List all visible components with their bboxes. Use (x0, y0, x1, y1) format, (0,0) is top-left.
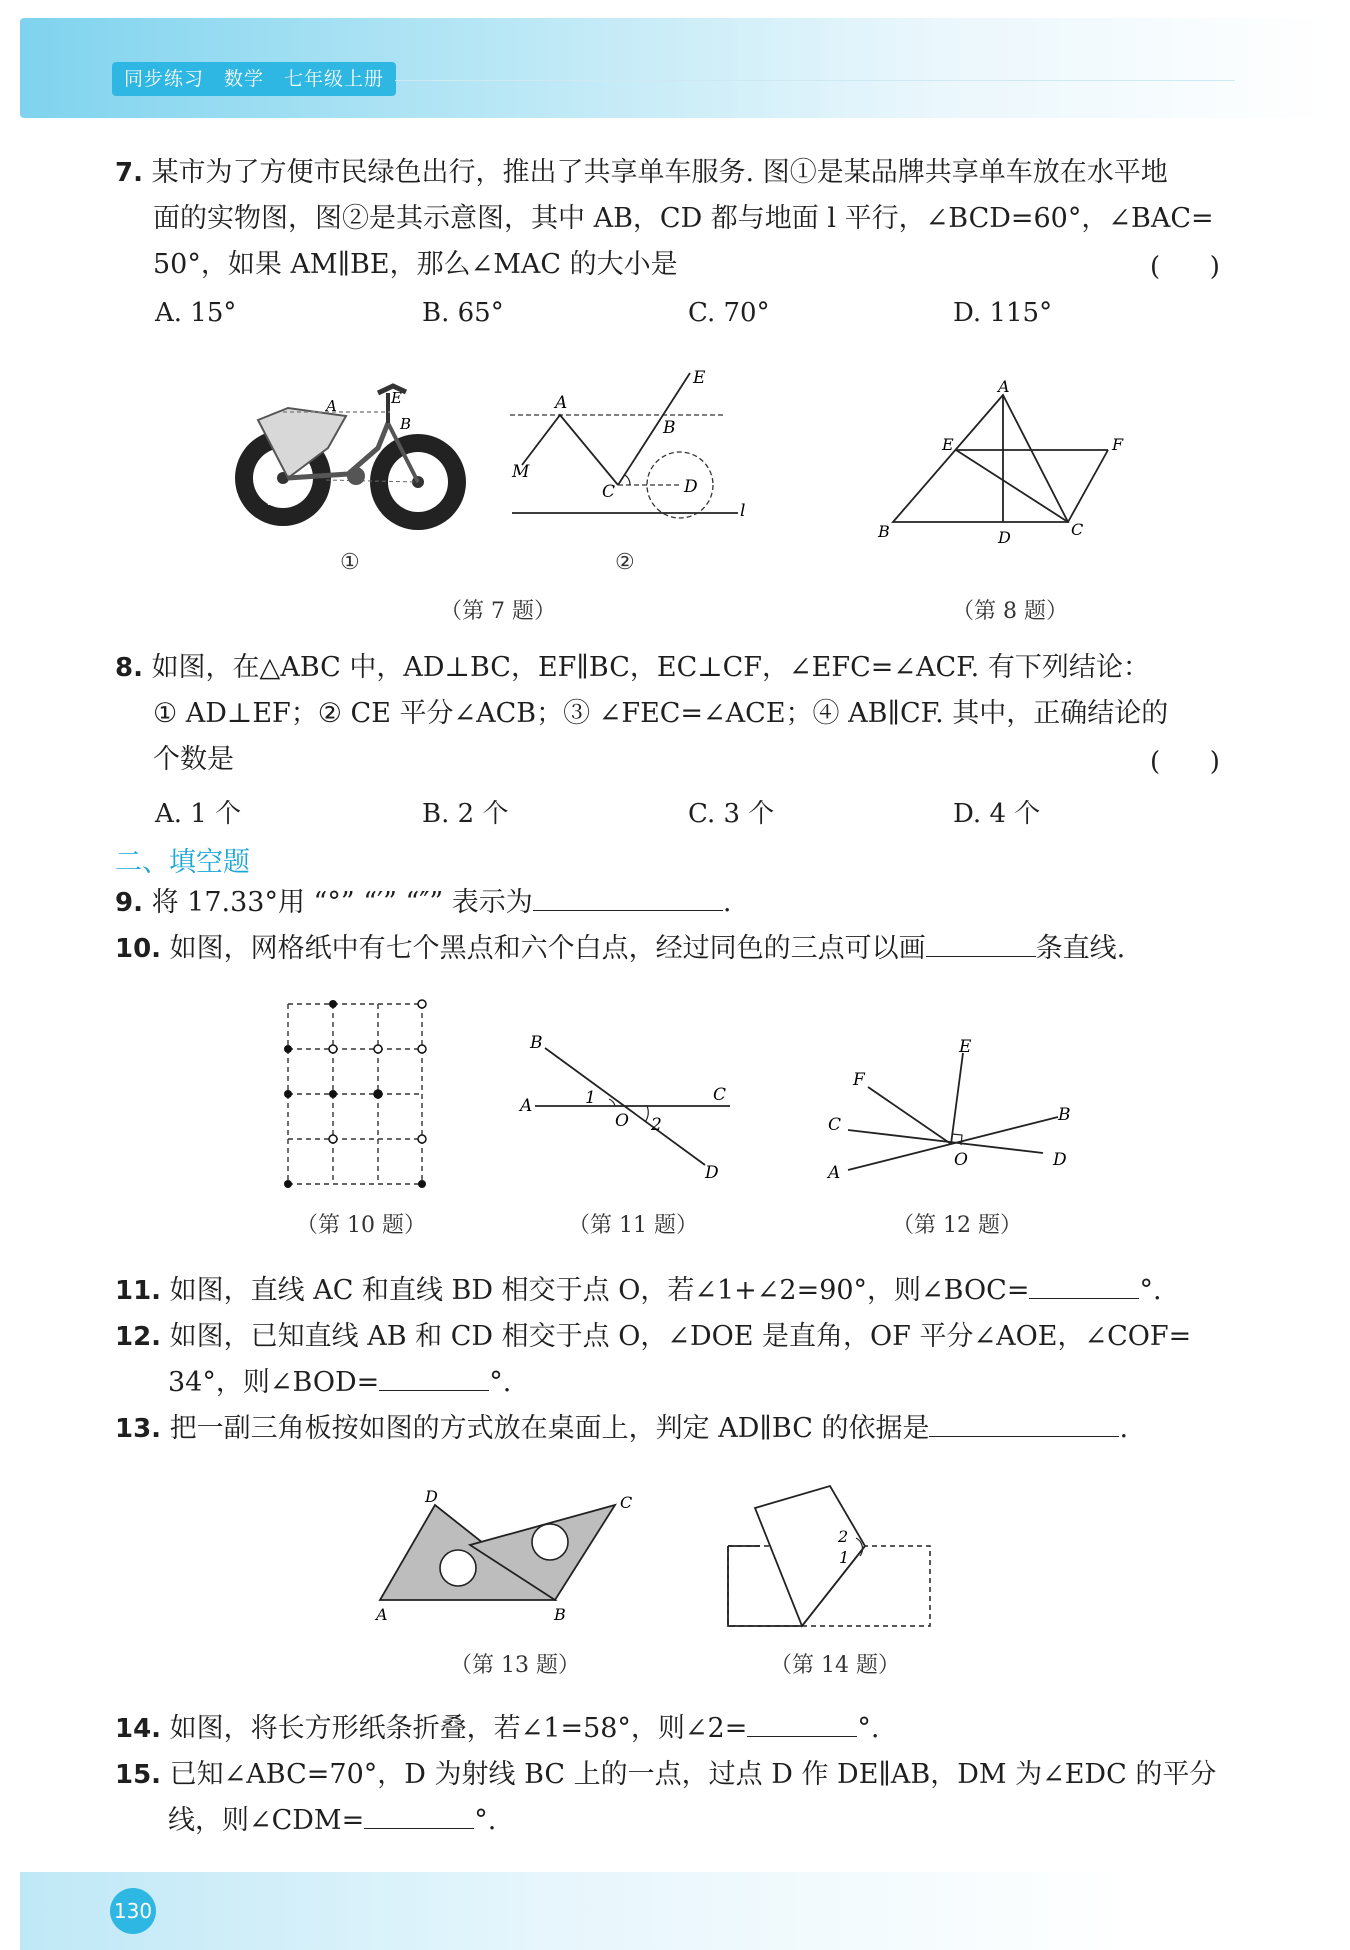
label-c: C (354, 501, 366, 519)
question-8-line-3: 个数是 (153, 744, 234, 775)
page-number: 130 (110, 1888, 156, 1934)
answer-blank[interactable] (533, 880, 723, 911)
caption-q12: （第 12 题） (892, 1213, 1022, 1238)
label-m: M (512, 462, 530, 482)
question-number: 11. (115, 1276, 162, 1306)
label-b: B (400, 415, 412, 433)
answer-blank[interactable] (929, 1406, 1119, 1437)
label-d: D (998, 528, 1011, 547)
question-number: 10. (115, 934, 162, 964)
question-text: 如图，网格纸中有七个黑点和六个白点，经过同色的三点可以画 (169, 933, 926, 964)
question-number: 8. (115, 653, 143, 683)
answer-blank[interactable] (747, 1706, 857, 1737)
label-d: D (705, 1163, 719, 1183)
bicycle-figure (228, 378, 473, 538)
label-b: B (663, 418, 676, 438)
question-text: 把一副三角板按如图的方式放在桌面上，判定 AD∥BC 的依据是 (169, 1413, 930, 1444)
label-m: M (268, 491, 284, 509)
question-15-line-1 (115, 1752, 1216, 1798)
figure-label-2: ② (615, 550, 635, 575)
label-b: B (1058, 1105, 1071, 1125)
figure-label-1: ① (340, 550, 360, 575)
answer-blank[interactable] (364, 1798, 474, 1829)
label-f: F (853, 1070, 865, 1090)
angle-2-label: 2 (651, 1115, 662, 1135)
question-number: 13. (115, 1414, 162, 1444)
label-c: C (602, 482, 616, 502)
question-13: 13. 把一副三角板按如图的方式放在桌面上，判定 AD∥BC 的依据是 . (115, 1406, 1128, 1452)
option-d: D. 115° (953, 298, 1053, 328)
label-f: F (1112, 435, 1124, 454)
header-divider (395, 80, 1235, 81)
caption-q13: （第 13 题） (450, 1653, 580, 1678)
section-title-fill-in: 二、填空题 (115, 847, 250, 878)
question-text: 某市为了方便市民绿色出行，推出了共享单车服务. 图①是某品牌共享单车放在水平地 (151, 157, 1168, 188)
label-c: C (620, 1493, 633, 1512)
bike-schematic-figure (500, 365, 760, 535)
label-e: E (693, 368, 706, 388)
answer-paren: ( ) (1150, 252, 1220, 282)
dot-grid-figure (270, 990, 440, 1190)
caption-q11: （第 11 题） (568, 1213, 698, 1238)
question-7-line-3: 50°，如果 AM∥BE，那么∠MAC 的大小是 (153, 249, 678, 280)
caption-q8: （第 8 题） (952, 599, 1068, 624)
question-number: 15. (115, 1760, 162, 1790)
question-7-line-1 (115, 150, 1168, 196)
question-number: 12. (115, 1322, 162, 1352)
question-text: 如图，将长方形纸条折叠，若∠1=58°，则∠2= (169, 1713, 748, 1744)
question-number: 7. (115, 158, 143, 188)
caption-q10: （第 10 题） (296, 1213, 426, 1238)
label-c: C (828, 1115, 842, 1135)
label-c: C (713, 1085, 727, 1105)
footer-band (20, 1872, 1330, 1950)
question-15-line-2: 线，则∠CDM= °. (168, 1798, 496, 1844)
folded-strip-figure (720, 1478, 940, 1638)
label-b: B (530, 1033, 543, 1053)
intersecting-lines-q12 (818, 1035, 1078, 1195)
question-text: 如图，在△ABC 中，AD⊥BC，EF∥BC，EC⊥CF，∠EFC=∠ACF. 有下列结论： (151, 652, 1150, 683)
label-d: D (684, 477, 698, 497)
caption-q7: （第 7 题） (440, 599, 556, 624)
question-14: 14. 如图，将长方形纸条折叠，若∠1=58°，则∠2= °. (115, 1706, 879, 1752)
option-b: B. 2 个 (422, 799, 509, 829)
label-e: E (942, 435, 954, 454)
answer-blank[interactable] (926, 926, 1036, 957)
label-o: O (615, 1111, 629, 1131)
label-a: A (555, 393, 568, 413)
option-a: A. 15° (155, 298, 237, 328)
label-a: A (326, 397, 337, 415)
label-o: O (954, 1150, 968, 1170)
set-squares-figure (370, 1490, 650, 1630)
label-a: A (828, 1163, 841, 1183)
label-d: D (426, 488, 439, 506)
label-a: A (376, 1605, 388, 1624)
angle-2-label: 2 (838, 1527, 849, 1546)
intersecting-lines-q11 (515, 1030, 745, 1190)
question-9: 9. 将 17.33°用 “°” “′” “″” 表示为 . (115, 880, 731, 926)
answer-blank[interactable] (1029, 1268, 1139, 1299)
question-number: 9. (115, 888, 143, 918)
caption-q14: （第 14 题） (770, 1653, 900, 1678)
label-e: E (959, 1037, 972, 1057)
option-d: D. 4 个 (953, 799, 1041, 829)
angle-1-label: 1 (839, 1548, 850, 1567)
label-c: C (1071, 520, 1084, 539)
question-text: 如图，直线 AC 和直线 BD 相交于点 O，若∠1+∠2=90°，则∠BOC= (169, 1275, 1030, 1306)
question-10: 10. 如图，网格纸中有七个黑点和六个白点，经过同色的三点可以画 条直线. (115, 926, 1125, 972)
option-b: B. 65° (422, 298, 504, 328)
label-a: A (998, 380, 1010, 396)
answer-paren: ( ) (1150, 747, 1220, 777)
label-d: D (1053, 1150, 1067, 1170)
question-7-line-2: 面的实物图，图②是其示意图，其中 AB，CD 都与地面 l 平行，∠BCD=60°，∠BAC= (153, 203, 1214, 234)
label-b: B (554, 1605, 566, 1624)
label-b: B (878, 522, 890, 541)
question-text: 将 17.33°用 “°” “′” “″” 表示为 (151, 887, 533, 918)
question-number: 14. (115, 1714, 162, 1744)
option-c: C. 70° (688, 298, 770, 328)
question-text: 如图，已知直线 AB 和 CD 相交于点 O，∠DOE 是直角，OF 平分∠AOE，∠COF= (169, 1321, 1192, 1352)
option-c: C. 3 个 (688, 799, 775, 829)
question-12-line-2: 34°，则∠BOD= °. (168, 1360, 511, 1406)
header-title: 同步练习 数学 七年级上册 (112, 62, 396, 96)
question-11: 11. 如图，直线 AC 和直线 BD 相交于点 O，若∠1+∠2=90°，则∠BOC= °. (115, 1268, 1162, 1314)
question-8-line-2: ① AD⊥EF；② CE 平分∠ACB；③ ∠FEC=∠ACE；④ AB∥CF. 其中，正确结论的 (153, 698, 1169, 729)
answer-blank[interactable] (379, 1360, 489, 1391)
angle-1-label: 1 (585, 1088, 596, 1108)
label-a: A (520, 1096, 533, 1116)
triangle-figure-q8 (868, 380, 1128, 550)
question-12-line-1 (115, 1314, 1191, 1360)
question-8-line-1 (115, 645, 1150, 691)
label-d: D (425, 1490, 438, 1506)
label-l: l (740, 501, 746, 521)
question-text: 已知∠ABC=70°，D 为射线 BC 上的一点，过点 D 作 DE∥AB，DM 为∠EDC 的平分 (169, 1759, 1217, 1790)
option-a: A. 1 个 (155, 799, 242, 829)
label-e: E (391, 389, 402, 407)
